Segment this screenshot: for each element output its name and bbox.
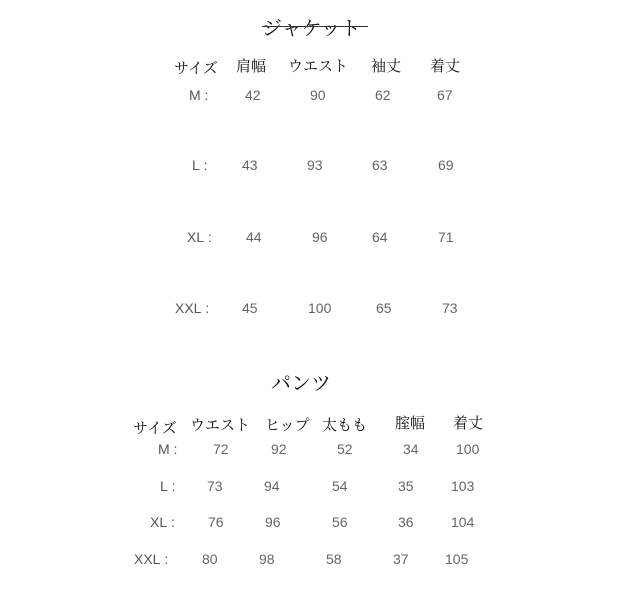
pants-cell: 100	[456, 441, 480, 457]
jacket-size-label: XXL :	[175, 300, 210, 316]
pants-header-waist: ウエスト	[190, 416, 251, 434]
pants-cell: 73	[207, 478, 223, 494]
jacket-cell: 93	[307, 157, 323, 173]
jacket-header-sleeve: 袖丈	[371, 57, 402, 75]
pants-cell: 104	[451, 514, 475, 530]
jacket-cell: 73	[442, 300, 458, 316]
pants-header-length: 着丈	[453, 414, 484, 432]
pants-cell: 36	[398, 514, 414, 530]
pants-cell: 80	[202, 551, 218, 567]
jacket-cell: 62	[375, 87, 391, 103]
jacket-header-length: 着丈	[430, 57, 461, 75]
pants-cell: 37	[393, 551, 409, 567]
jacket-cell: 44	[246, 229, 262, 245]
pants-cell: 76	[208, 514, 224, 530]
jacket-cell: 69	[438, 157, 454, 173]
jacket-cell: 65	[376, 300, 392, 316]
pants-header-hem-width: 腟幅	[395, 414, 426, 432]
pants-cell: 52	[337, 441, 353, 457]
pants-cell: 58	[326, 551, 342, 567]
jacket-cell: 96	[312, 229, 328, 245]
pants-size-label: XXL :	[134, 551, 169, 567]
pants-cell: 105	[445, 551, 469, 567]
pants-cell: 34	[403, 441, 419, 457]
pants-cell: 98	[259, 551, 275, 567]
pants-cell: 92	[271, 441, 287, 457]
jacket-title: ジャケット	[262, 16, 361, 40]
jacket-cell: 71	[438, 229, 454, 245]
pants-header-size: サイズ	[133, 419, 177, 437]
jacket-size-label: L :	[192, 157, 208, 173]
jacket-size-label: M :	[189, 87, 209, 103]
pants-cell: 56	[332, 514, 348, 530]
pants-size-label: L :	[160, 478, 176, 494]
jacket-title-strikethrough	[262, 26, 368, 27]
pants-header-hip: ヒップ	[265, 416, 310, 434]
pants-size-label: M :	[158, 441, 178, 457]
jacket-size-label: XL :	[187, 229, 212, 245]
jacket-cell: 43	[242, 157, 258, 173]
pants-cell: 54	[332, 478, 348, 494]
pants-header-thigh: 太もも	[322, 416, 368, 434]
pants-cell: 96	[265, 514, 281, 530]
pants-title: パンツ	[271, 371, 331, 395]
pants-cell: 94	[264, 478, 280, 494]
jacket-header-waist: ウエスト	[288, 57, 349, 75]
jacket-cell: 45	[242, 300, 258, 316]
pants-cell: 103	[451, 478, 475, 494]
jacket-cell: 64	[372, 229, 388, 245]
pants-cell: 72	[213, 441, 229, 457]
jacket-header-shoulder: 肩幅	[236, 57, 267, 75]
jacket-cell: 42	[245, 87, 261, 103]
jacket-cell: 90	[310, 87, 326, 103]
pants-cell: 35	[398, 478, 414, 494]
jacket-header-size: サイズ	[174, 59, 218, 77]
pants-size-label: XL :	[150, 514, 175, 530]
jacket-cell: 63	[372, 157, 388, 173]
jacket-cell: 67	[437, 87, 453, 103]
jacket-cell: 100	[308, 300, 332, 316]
